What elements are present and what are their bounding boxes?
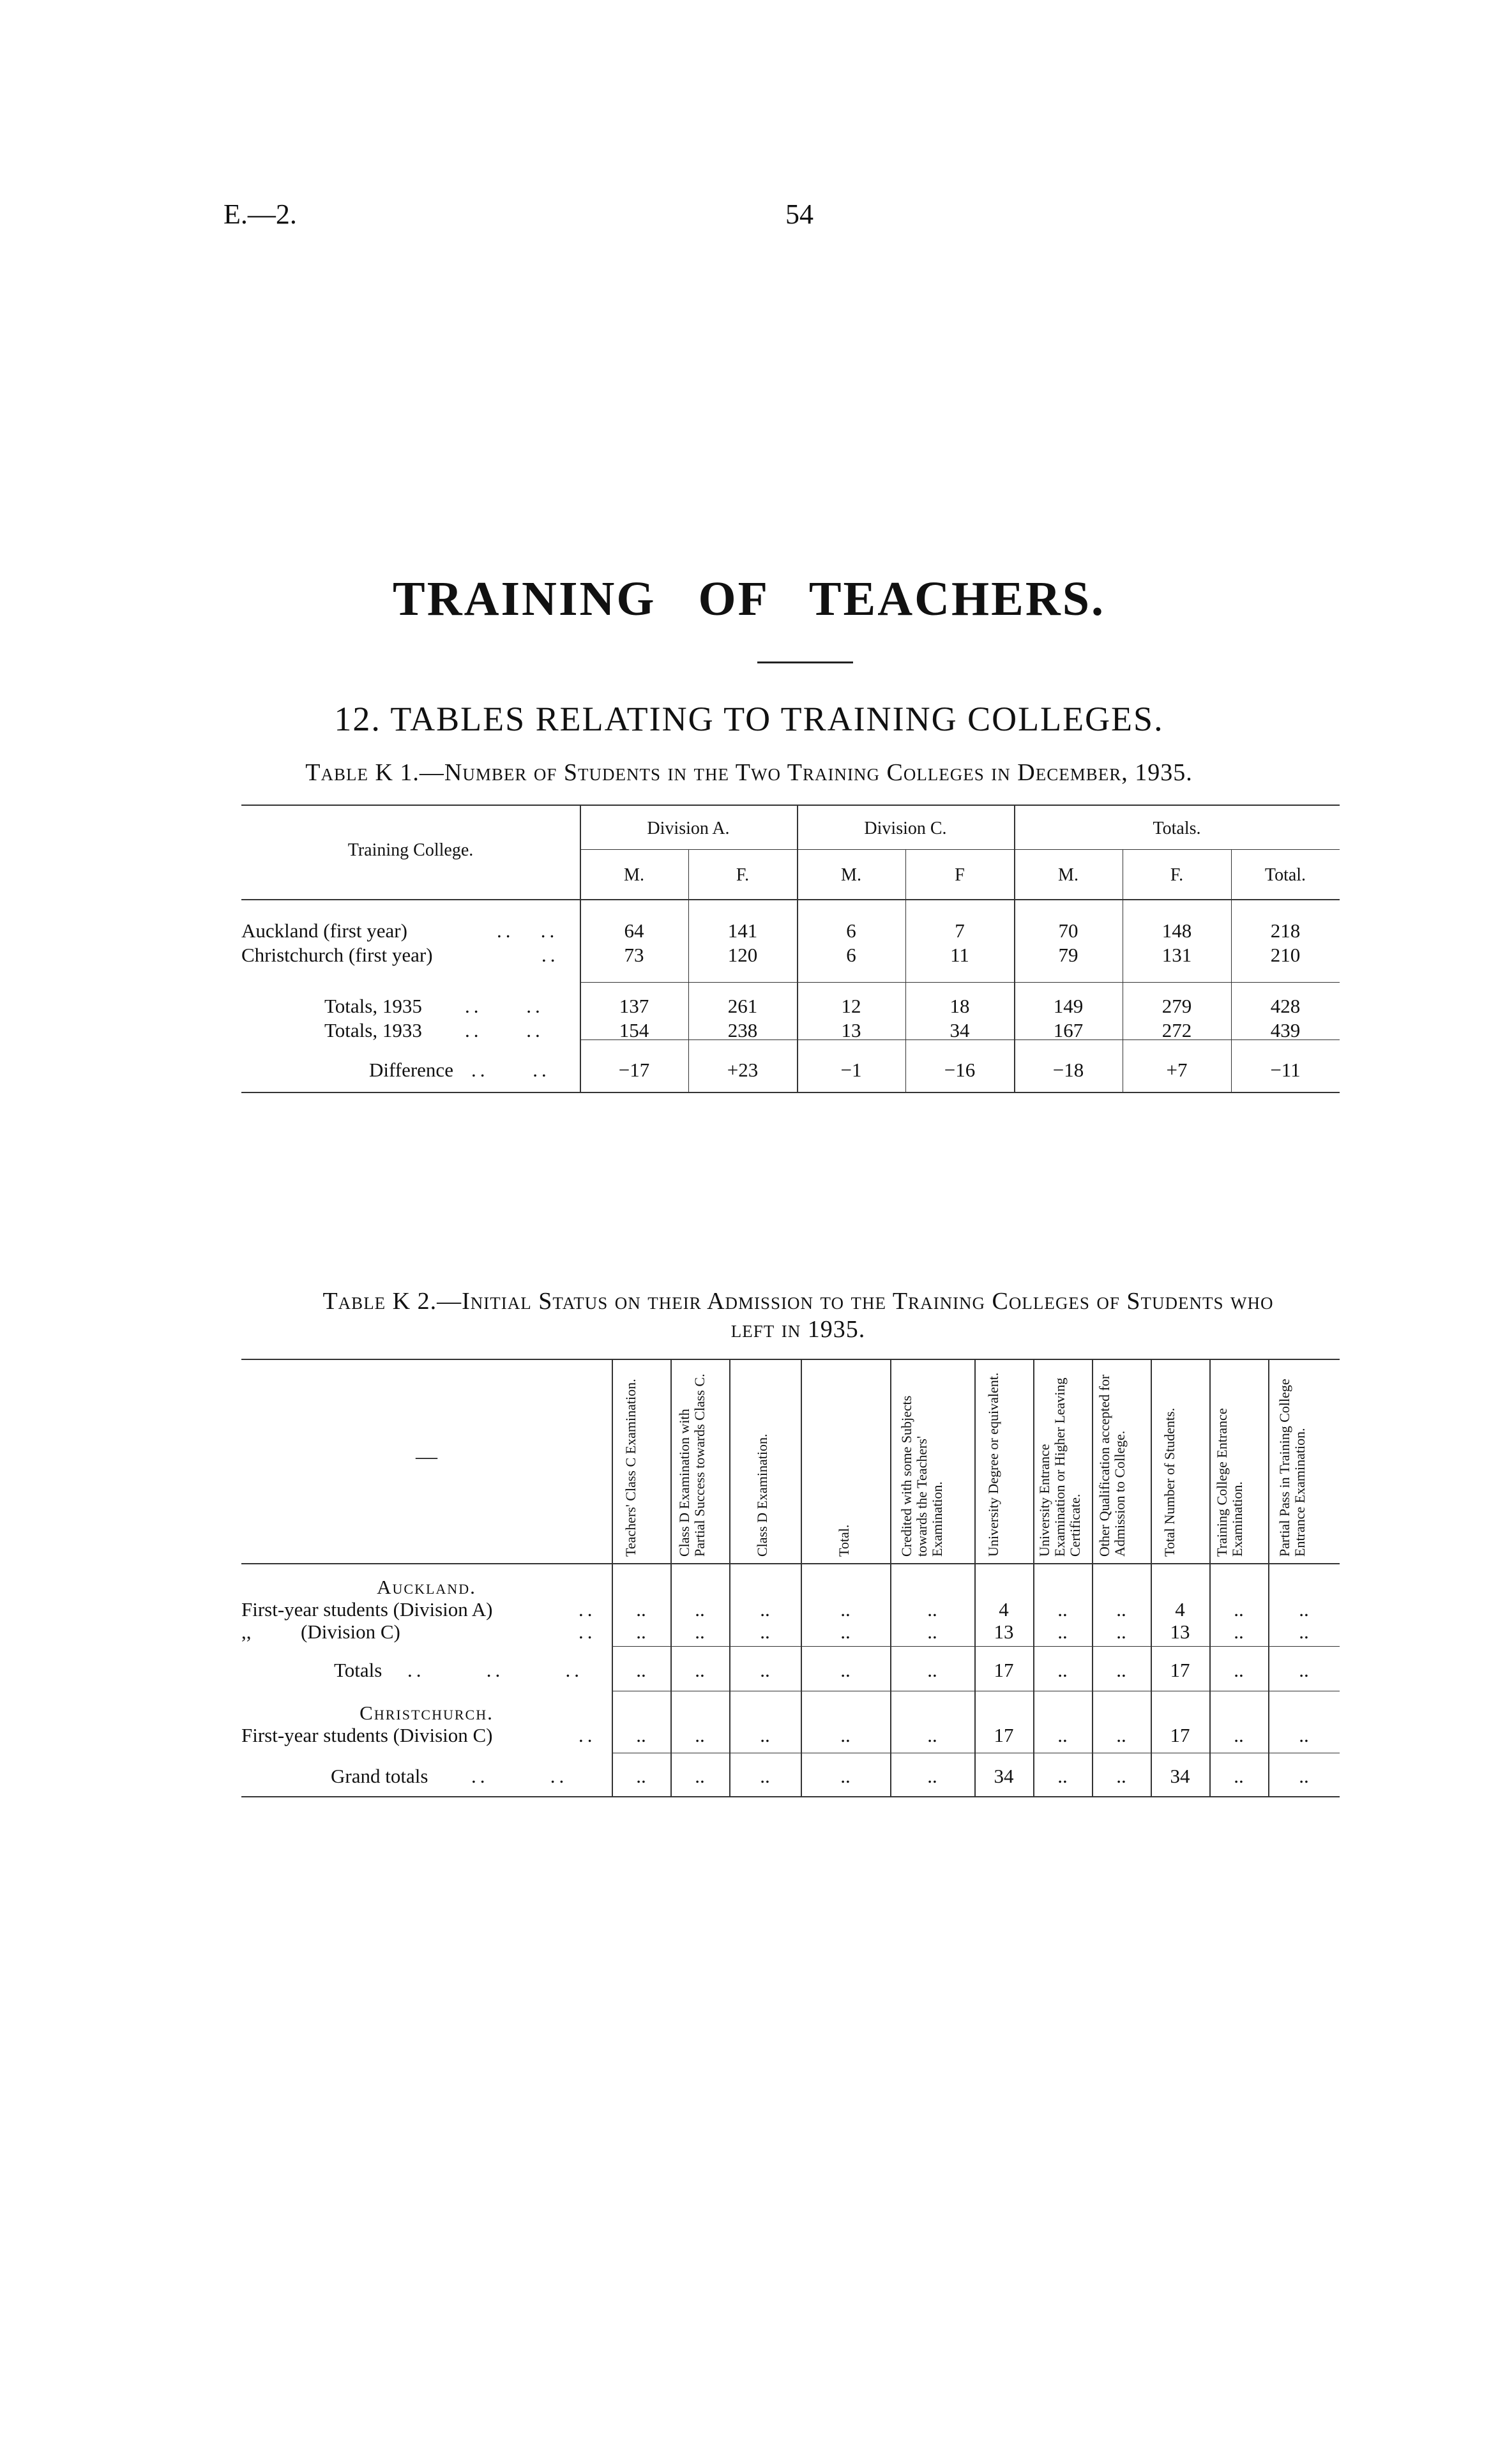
- subheader-f: F.: [1170, 865, 1184, 885]
- group-header-totals: Totals.: [1153, 819, 1201, 838]
- title-divider: [757, 661, 853, 663]
- table-cell: ..: [760, 1621, 770, 1643]
- document-code: E.—2.: [223, 199, 297, 230]
- header-university-entrance: University Entrance Examination or Higher Leaving Certificate.: [1036, 1377, 1083, 1557]
- table-k2-caption: [243, 1287, 1354, 1343]
- section-heading: 12. TABLES RELATING TO TRAINING COLLEGES.: [334, 700, 1164, 738]
- table-cell: ..: [840, 1659, 851, 1681]
- table-cell: ..: [1057, 1659, 1068, 1681]
- table-cell: ..: [927, 1598, 937, 1621]
- table-cell: 17: [1170, 1659, 1190, 1681]
- table-rule: [688, 849, 689, 1092]
- table-cell: ..: [636, 1724, 646, 1746]
- table-cell: ..: [1299, 1765, 1309, 1787]
- table-cell: 4: [999, 1598, 1009, 1621]
- header-cell: [1033, 1365, 1092, 1557]
- table-cell: ..: [1116, 1765, 1126, 1787]
- header-class-d-partial: Class D Examination with Partial Success towards Class C.: [676, 1373, 707, 1557]
- table-cell: 154: [619, 1019, 649, 1041]
- header-training-college-entrance: Training College Entrance Examination.: [1214, 1408, 1245, 1557]
- table-cell: ..: [1057, 1598, 1068, 1621]
- group-header-division-a: Division A.: [647, 819, 730, 838]
- table-cell: −16: [944, 1059, 976, 1081]
- row-label: Difference: [369, 1059, 453, 1081]
- table-cell: 13: [841, 1019, 861, 1041]
- header-cell: [1092, 1365, 1151, 1557]
- table-cell: −17: [618, 1059, 650, 1081]
- table-k1-caption: Table K 1.—Number of Students in the Two Training Colleges in December, 1935.: [305, 759, 1193, 786]
- table-cell: ..: [1299, 1621, 1309, 1643]
- table-k2: [241, 1359, 1340, 1818]
- table-rule: [905, 849, 906, 1092]
- header-other-qualification: Other Qualification accepted for Admission to College.: [1096, 1374, 1128, 1557]
- header-cell: [1209, 1365, 1268, 1557]
- table-cell: 34: [994, 1765, 1014, 1787]
- leader-dots: .. .. ..: [407, 1659, 583, 1681]
- table-cell: ..: [636, 1598, 646, 1621]
- table-cell: +7: [1166, 1059, 1188, 1081]
- table-rule: [612, 1646, 1340, 1647]
- table-cell: ..: [927, 1765, 937, 1787]
- table-cell: ..: [1299, 1659, 1309, 1681]
- table-cell: 13: [1170, 1621, 1190, 1643]
- table-cell: ..: [695, 1659, 705, 1681]
- leader-dots: .. ..: [471, 1765, 568, 1787]
- table-cell: 79: [1058, 944, 1078, 966]
- table-cell: 17: [1170, 1724, 1190, 1746]
- table-k2-caption-line2: left in 1935.: [730, 1316, 866, 1343]
- table-cell: ..: [1234, 1724, 1244, 1746]
- leader-dots: .. ..: [465, 1019, 544, 1041]
- row-label: ,, (Division C): [241, 1621, 400, 1643]
- table-k1: [241, 805, 1340, 1105]
- table-cell: ..: [760, 1659, 770, 1681]
- group-header-division-c: Division C.: [864, 819, 947, 838]
- table-cell: 70: [1058, 919, 1078, 942]
- header-cell: [1151, 1365, 1209, 1557]
- table-cell: 439: [1270, 1019, 1301, 1041]
- subheader-f: F.: [736, 865, 750, 885]
- row-label: First-year students (Division C): [241, 1724, 493, 1746]
- header-cell: [1268, 1365, 1340, 1557]
- table-cell: 64: [624, 919, 644, 942]
- table-rule: [241, 1092, 1340, 1093]
- table-cell: ..: [840, 1598, 851, 1621]
- table-cell: ..: [636, 1765, 646, 1787]
- row-label: First-year students (Division A): [241, 1598, 493, 1621]
- row-label: Auckland (first year): [241, 919, 407, 942]
- table-cell: ..: [1234, 1598, 1244, 1621]
- subheader-m: M.: [841, 865, 861, 885]
- leader-dots: ..: [579, 1724, 596, 1746]
- table-cell: ..: [695, 1765, 705, 1787]
- table-cell: 18: [949, 995, 970, 1017]
- table-rule: [580, 982, 1340, 983]
- row-label: Totals: [334, 1659, 382, 1681]
- table-cell: 12: [841, 995, 861, 1017]
- table-cell: 148: [1161, 919, 1192, 942]
- table-cell: ..: [636, 1659, 646, 1681]
- table-cell: 7: [955, 919, 965, 942]
- table-cell: ..: [1299, 1598, 1309, 1621]
- table-rule: [241, 1563, 1340, 1564]
- header-cell: [729, 1365, 801, 1557]
- table-cell: 141: [727, 919, 758, 942]
- table-cell: ..: [760, 1598, 770, 1621]
- header-cell: [801, 1365, 890, 1557]
- header-credited-subjects: Credited with some Subjects towards the Teachers' Examination.: [898, 1395, 945, 1557]
- table-cell: ..: [840, 1724, 851, 1746]
- header-university-degree: University Degree or equivalent.: [985, 1372, 1001, 1557]
- table-cell: −18: [1052, 1059, 1084, 1081]
- page-number: 54: [785, 199, 813, 230]
- header-cell: [612, 1365, 670, 1557]
- table-cell: ..: [1057, 1765, 1068, 1787]
- section-heading-christchurch: Christchurch.: [359, 1702, 494, 1724]
- table-cell: ..: [1234, 1765, 1244, 1787]
- table-cell: 272: [1161, 1019, 1192, 1041]
- table-cell: 13: [994, 1621, 1014, 1643]
- table-cell: ..: [636, 1621, 646, 1643]
- table-cell: 167: [1053, 1019, 1084, 1041]
- table-cell: 11: [950, 944, 969, 966]
- table-cell: 34: [1170, 1765, 1190, 1787]
- table-cell: 137: [619, 995, 649, 1017]
- row-label: Christchurch (first year): [241, 944, 433, 966]
- table-cell: 279: [1161, 995, 1192, 1017]
- subheader-total: Total.: [1264, 865, 1306, 885]
- table-cell: −11: [1270, 1059, 1301, 1081]
- table-cell: 6: [846, 919, 856, 942]
- header-total: Total.: [836, 1524, 852, 1557]
- table-rule: [1231, 849, 1232, 1092]
- leader-dots: .. ..: [497, 919, 559, 942]
- table-cell: ..: [1116, 1659, 1126, 1681]
- table-cell: 261: [727, 995, 758, 1017]
- row-label: Totals, 1935: [324, 995, 422, 1017]
- table-cell: ..: [695, 1724, 705, 1746]
- table-cell: ..: [1116, 1621, 1126, 1643]
- table-cell: 238: [727, 1019, 758, 1041]
- table-cell: 210: [1270, 944, 1301, 966]
- table-cell: 149: [1053, 995, 1084, 1017]
- leader-dots: ..: [579, 1598, 596, 1621]
- table-rule: [241, 805, 1340, 806]
- header-total-number: Total Number of Students.: [1161, 1407, 1177, 1557]
- header-teachers-class-c: Teachers' Class C Examination.: [623, 1379, 639, 1557]
- table-cell: 17: [994, 1659, 1014, 1681]
- header-cell: [670, 1365, 729, 1557]
- table-cell: ..: [1234, 1659, 1244, 1681]
- page-title: TRAINING OF TEACHERS.: [393, 572, 1105, 626]
- table-cell: ..: [1116, 1724, 1126, 1746]
- table-cell: ..: [1057, 1621, 1068, 1643]
- table-rule: [241, 1796, 1340, 1797]
- header-cell: [974, 1365, 1033, 1557]
- table-cell: ..: [927, 1659, 937, 1681]
- row-label: Grand totals: [331, 1765, 428, 1787]
- table-cell: ..: [927, 1621, 937, 1643]
- table-cell: ..: [1299, 1724, 1309, 1746]
- table-rule: [580, 849, 1340, 850]
- table-cell: 218: [1270, 919, 1301, 942]
- table-k2-caption-line1: Table K 2.—Initial Status on their Admission to the Training Colleges of Students who: [322, 1288, 1274, 1315]
- table-cell: ..: [927, 1724, 937, 1746]
- table-cell: ..: [695, 1621, 705, 1643]
- section-heading-auckland: Auckland.: [377, 1576, 476, 1598]
- table-cell: ..: [1234, 1621, 1244, 1643]
- subheader-f: F: [955, 865, 965, 885]
- table-cell: ..: [840, 1621, 851, 1643]
- table-rule: [241, 899, 1340, 900]
- table-cell: 73: [624, 944, 644, 966]
- header-class-d: Class D Examination.: [754, 1433, 770, 1557]
- table-cell: 17: [994, 1724, 1014, 1746]
- table-cell: ..: [840, 1765, 851, 1787]
- table-cell: ..: [1057, 1724, 1068, 1746]
- corner-dash: —: [416, 1445, 437, 1469]
- table-cell: 428: [1270, 995, 1301, 1017]
- table-cell: 120: [727, 944, 758, 966]
- table-cell: 4: [1175, 1598, 1185, 1621]
- table-cell: ..: [760, 1765, 770, 1787]
- table-cell: 131: [1161, 944, 1192, 966]
- leader-dots: .. ..: [465, 995, 544, 1017]
- table-cell: ..: [695, 1598, 705, 1621]
- table-rule: [241, 1359, 1340, 1360]
- table-cell: 34: [949, 1019, 970, 1041]
- subheader-m: M.: [1058, 865, 1078, 885]
- table-cell: ..: [760, 1724, 770, 1746]
- row-label: Totals, 1933: [324, 1019, 422, 1041]
- leader-dots: ..: [541, 944, 559, 966]
- table-cell: 6: [846, 944, 856, 966]
- leader-dots: .. ..: [471, 1059, 550, 1081]
- subheader-m: M.: [624, 865, 644, 885]
- table-cell: −1: [840, 1059, 862, 1081]
- header-cell: [890, 1365, 974, 1557]
- table-cell: +23: [727, 1059, 759, 1081]
- table-cell: ..: [1116, 1598, 1126, 1621]
- column-header-training-college: Training College.: [347, 840, 474, 860]
- leader-dots: ..: [579, 1621, 596, 1643]
- header-partial-pass: Partial Pass in Training College Entrance Examination.: [1276, 1379, 1308, 1557]
